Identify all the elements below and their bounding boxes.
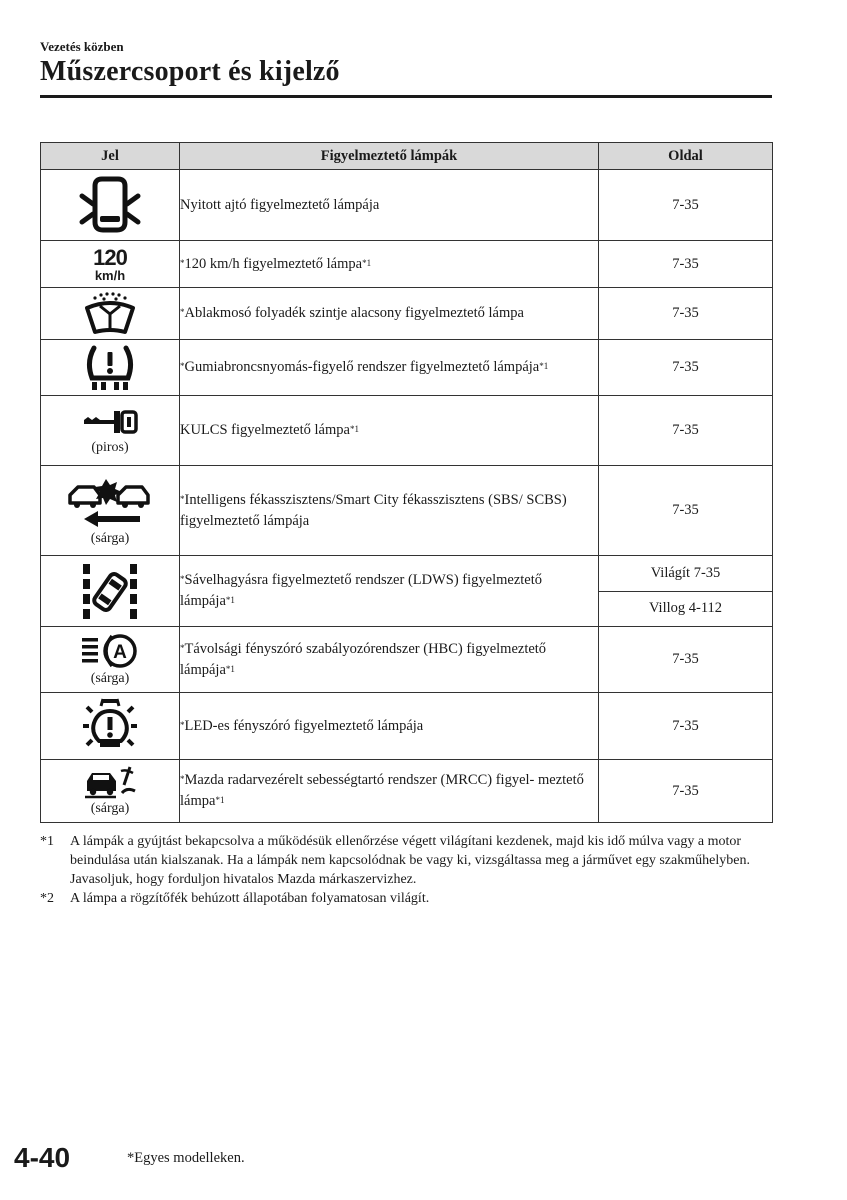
lamp-description: Nyitott ajtó figyelmeztető lámpája (180, 170, 599, 241)
footnote (40, 889, 780, 908)
table-row (41, 396, 773, 466)
footnote-text: A lámpák a gyújtást bekapcsolva a működésük ellenőrzése végett világítani kezdenek, majd kis idő múlva vagy a motor beindulása után kialszanak. Ha a lámpák nem kapcsolódnak be vagy ki, vizsgáltassa meg a járművet egy szakműhelyben. Javasoljuk, hogy forduljon hivatalos Mazda márkaszervizhez. (70, 834, 750, 887)
footnote (40, 832, 780, 889)
table-row (41, 170, 773, 241)
symbol-cell (41, 693, 180, 760)
radar-cruise-icon (83, 765, 137, 799)
table-row (41, 466, 773, 556)
lamp-description: *Intelligens fékasszisztens/Smart City fékasszisztens (SBS/ SCBS) figyelmeztető lámpája (180, 466, 599, 556)
key-icon (82, 406, 138, 438)
footnote-text: A lámpa a rögzítőfék behúzott állapotában folyamatosan világít. (70, 891, 430, 906)
door-ajar-icon (79, 176, 141, 234)
section-label: Vezetés közben (40, 39, 124, 54)
page-reference (599, 556, 773, 627)
page-title: Műszercsoport és kijelző (40, 56, 340, 87)
page-reference: 7-35 (599, 396, 773, 466)
color-note: (sárga) (90, 801, 130, 816)
symbol-cell (41, 760, 180, 823)
brake-support-icon (68, 475, 152, 529)
lamp-description: *120 km/h figyelmeztető lámpa$^{*1}$ (180, 241, 599, 288)
symbol-cell (41, 170, 180, 241)
speed-120-icon (41, 244, 179, 283)
page-reference: 7-35 (599, 627, 773, 693)
column-header-symbol: Jel (41, 143, 180, 170)
column-header-lamps: Figyelmeztető lámpák (180, 143, 599, 170)
table-row (41, 627, 773, 693)
speed-120-number: 120 (93, 244, 127, 270)
table-row (41, 556, 773, 627)
footnote-mark: *1 (40, 834, 54, 849)
led-headlight-icon (81, 697, 139, 755)
lamp-description: *Távolsági fényszóró szabályozórendszer (HBC) figyelmeztető lámpája$^{*1}$ (180, 627, 599, 693)
page-number: 4-40 (14, 1142, 71, 1173)
page-reference-blink: Villog 4-112 (599, 591, 772, 627)
table-header-row (41, 143, 773, 170)
warning-lamps-table (40, 142, 773, 823)
lane-departure-icon (81, 562, 139, 620)
lamp-description: *Sávelhagyásra figyelmeztető rendszer (LDWS) figyelmeztető lámpája$^{*1}$ (180, 556, 599, 627)
high-beam-control-icon (80, 633, 140, 669)
page-reference: 7-35 (599, 693, 773, 760)
page-reference: 7-35 (599, 340, 773, 396)
color-note: (sárga) (90, 530, 130, 546)
hbc-letter: A (113, 641, 127, 663)
table-row (41, 288, 773, 340)
lamp-description: *Ablakmosó folyadék szintje alacsony figyelmeztető lámpa (180, 288, 599, 340)
lamp-description: *LED-es fényszóró figyelmeztető lámpája (180, 693, 599, 760)
symbol-cell (41, 466, 180, 556)
symbol-cell (41, 627, 180, 693)
symbol-cell (41, 241, 180, 288)
page-reference: 7-35 (599, 760, 773, 823)
page-reference: 7-35 (599, 241, 773, 288)
symbol-cell (41, 396, 180, 466)
symbol-cell (41, 340, 180, 396)
color-note: (sárga) (90, 670, 130, 686)
footnotes (40, 832, 780, 908)
table-row (41, 760, 773, 823)
table-row (41, 693, 773, 760)
symbol-cell (41, 556, 180, 627)
page-reference: 7-35 (599, 466, 773, 556)
page-reference-lit: Világít 7-35 (650, 564, 721, 581)
footer-note: *Egyes modelleken. (127, 1150, 245, 1166)
title-divider (40, 95, 772, 98)
color-note: (piros) (91, 439, 129, 455)
column-header-page: Oldal (599, 143, 773, 170)
symbol-cell (41, 288, 180, 340)
footnote-mark: *2 (40, 891, 54, 906)
table-row (41, 241, 773, 288)
page-reference: 7-35 (599, 288, 773, 340)
washer-fluid-icon (83, 292, 137, 336)
page-reference: 7-35 (599, 170, 773, 241)
lamp-description: KULCS figyelmeztető lámpa$^{*1}$ (180, 396, 599, 466)
lamp-description: *Mazda radarvezérelt sebességtartó rendszer (MRCC) figyel- meztető lámpa$^{*1}$ (180, 760, 599, 823)
tire-pressure-icon (84, 344, 136, 392)
speed-120-unit: km/h (94, 267, 126, 283)
lamp-description: *Gumiabroncsnyomás-figyelő rendszer figyelmeztető lámpája$^{*1}$ (180, 340, 599, 396)
table-row (41, 340, 773, 396)
